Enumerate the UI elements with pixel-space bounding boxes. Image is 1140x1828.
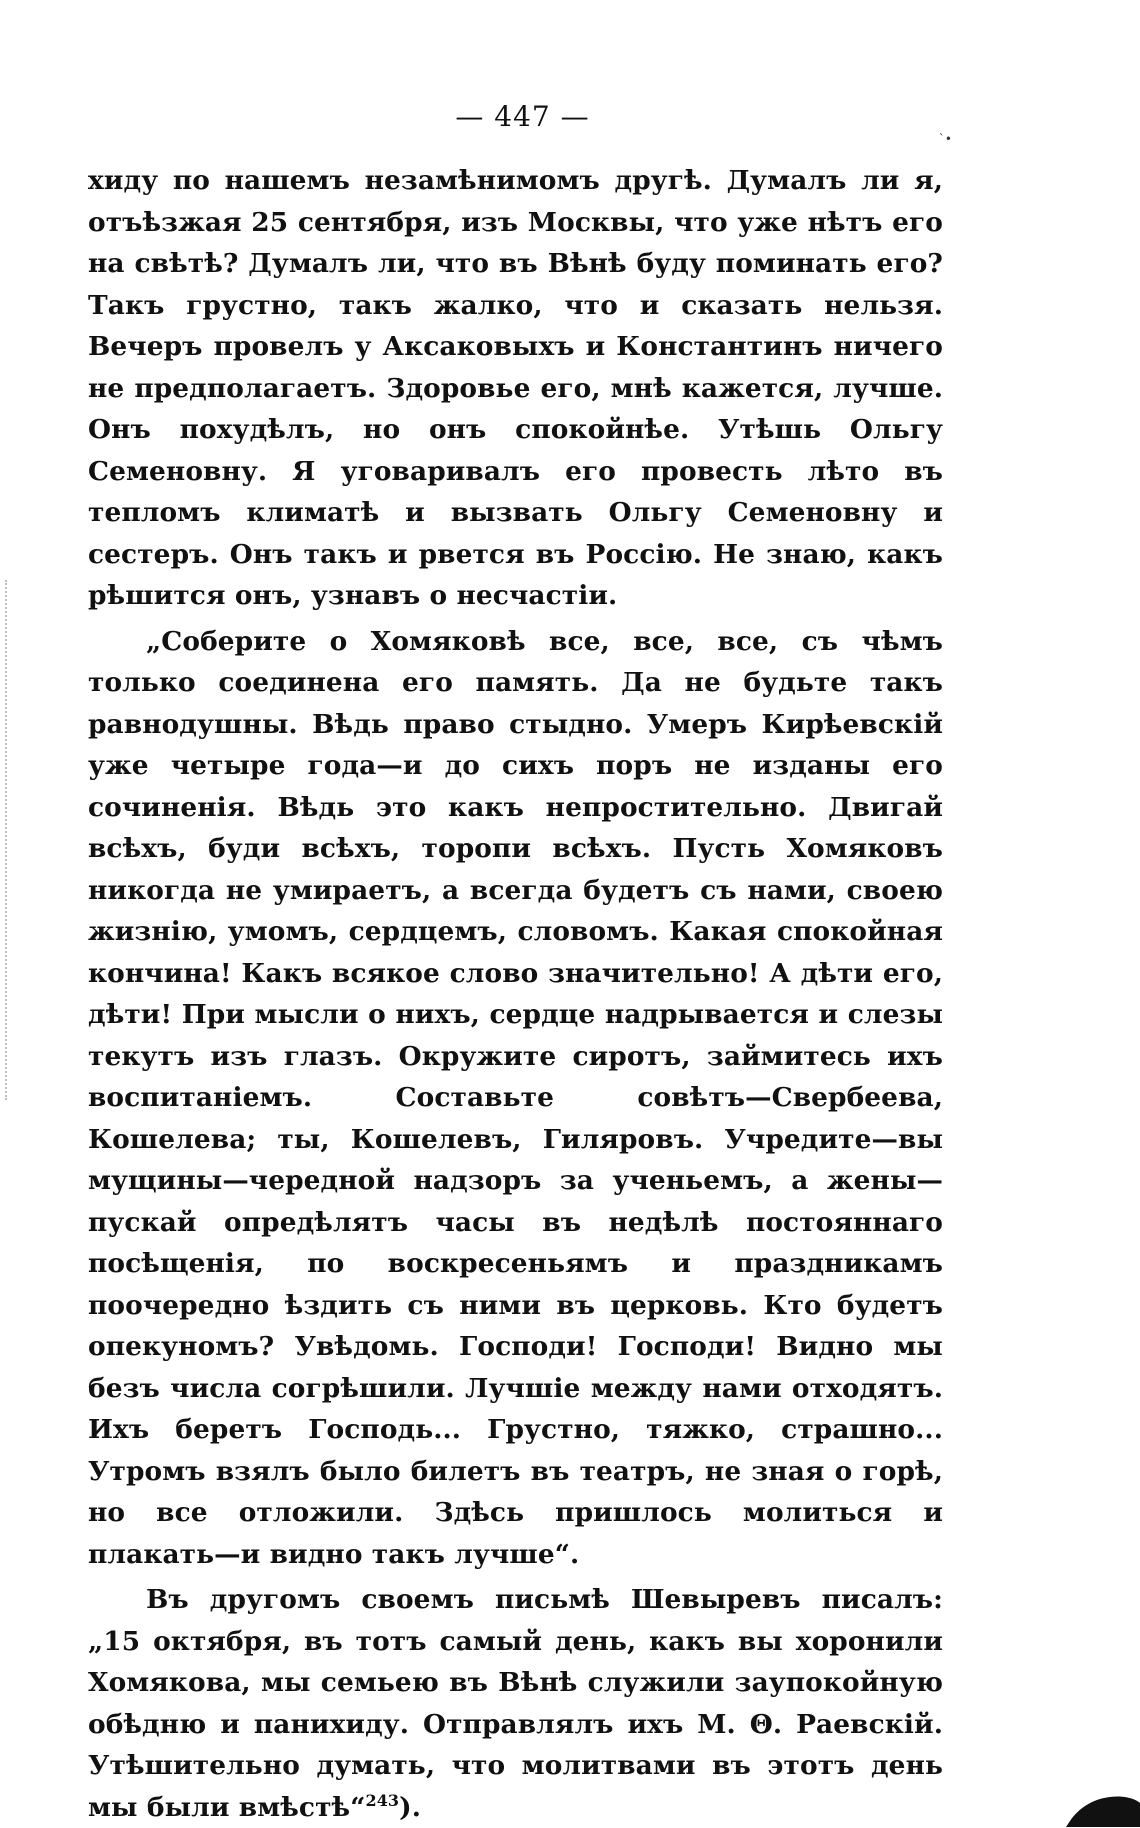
book-page [88,98,943,1828]
scan-margin-dots [5,580,9,1100]
page-mark: `• [938,132,952,146]
paragraph-3-tail: ). [399,1791,422,1823]
paragraph-3-text: Въ другомъ своемъ письмѣ Шевыревъ писалъ: „15 октября, въ тотъ самый день, какъ вы хоронили Хомякова, мы семьею въ Вѣнѣ служили заупокойную обѣдню и панихиду. Отправлялъ ихъ М. Θ. Раевскій. Утѣшительно думать, что молитвами въ этотъ день мы были вмѣстѣ“ [88,1584,943,1823]
paragraph-2: „Соберите о Хомяковѣ все, все, все, съ чѣмъ только соединена его память. Да не будьте такъ равнодушны. Вѣдь право стыдно. Умеръ Кирѣевскій уже четыре года—и до сихъ поръ не изданы его сочиненія. Вѣдь это какъ непростительно. Двигай всѣхъ, буди всѣхъ, торопи всѣхъ. Пусть Хомяковъ никогда не умираетъ, а всегда будетъ съ нами, своею жизнію, умомъ, сердцемъ, словомъ. Какая спокойная кончина! Какъ всякое слово значительно! А дѣти его, дѣти! При мысли о нихъ, сердце надрывается и слезы текутъ изъ глазъ. Окружите сиротъ, займитесь ихъ воспитаніемъ. Составьте совѣтъ—Свербеева, Кошелева; ты, Кошелевъ, Гиляровъ. Учредите—вы мущины—чередной надзоръ за ученьемъ, а жены—пускай опредѣлятъ часы въ недѣлѣ постояннаго посѣщенія, по воскресеньямъ и праздникамъ поочередно ѣздить съ ними въ церковь. Кто будетъ опекуномъ? Увѣдомь. Господи! Господи! Видно мы безъ числа согрѣшили. Лучшіе между нами отходятъ. Ихъ беретъ Господь... Грустно, тяжко, страшно... Утромъ взялъ было билетъ въ театръ, не зная о горѣ, но все отложили. Здѣсь пришлось молиться и плакать—и видно такъ лучше“. [88,625,943,1570]
footnote-marker: 243 [365,1790,400,1810]
paragraph-1: хиду по нашемъ незамѣнимомъ другѣ. Думалъ ли я, отъѣзжая 25 сентября, изъ Москвы, что уже нѣтъ его на свѣтѣ? Думалъ ли, что въ Вѣнѣ буду поминать его? Такъ грустно, такъ жалко, что и сказать нельзя. Вечеръ провелъ у Аксаковыхъ и Константинъ ничего не предполагаетъ. Здоровье его, мнѣ кажется, лучше. Онъ похудѣлъ, но онъ спокойнѣе. Утѣшь Ольгу Семеновну. Я уговаривалъ его провесть лѣто въ тепломъ климатѣ и вызвать Ольгу Семеновну и сестеръ. Онъ такъ и рвется въ Россію. Не знаю, какъ рѣшится онъ, узнавъ о несчастіи. [88,165,943,611]
page-number: — 447 — [455,100,590,133]
paragraph-3 [88,1579,943,1828]
ink-blot-mark [1066,1785,1140,1827]
